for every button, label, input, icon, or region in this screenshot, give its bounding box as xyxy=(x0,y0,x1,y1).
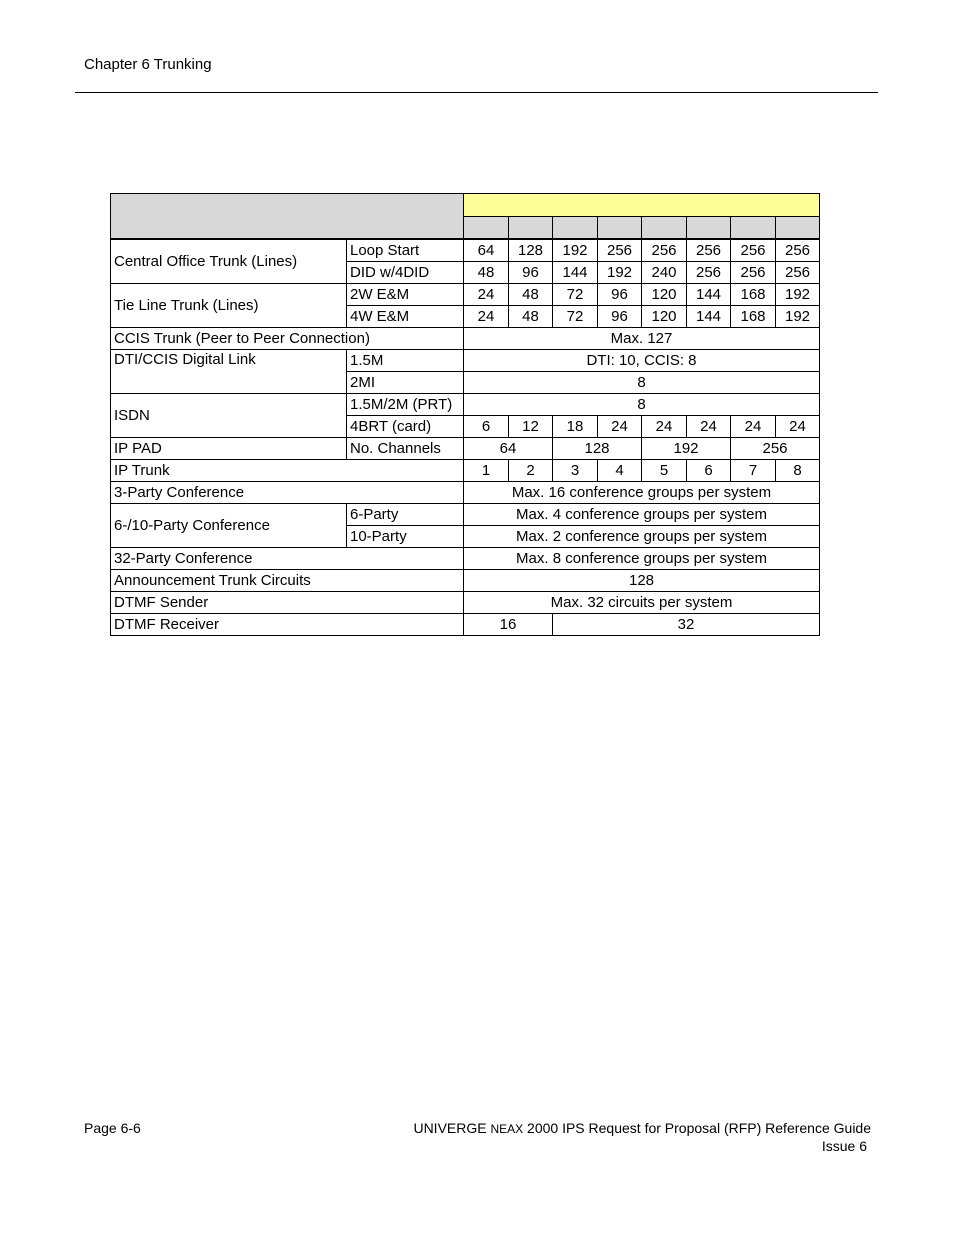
value-cell: 256 xyxy=(776,262,820,284)
row-sublabel: 2MI xyxy=(347,372,464,394)
value-cell: 24 xyxy=(464,284,509,306)
value-cell: 128 xyxy=(553,438,642,460)
title-part: 2000 IPS Request for Proposal (RFP) Reference Guide xyxy=(523,1120,871,1136)
value-cell: 48 xyxy=(464,262,509,284)
row-sublabel: 1.5M xyxy=(347,350,464,372)
value-cell: 120 xyxy=(642,284,687,306)
row-label: Central Office Trunk (Lines) xyxy=(111,239,347,284)
chapter-heading: Chapter 6 Trunking xyxy=(84,56,212,73)
value-cell: 24 xyxy=(687,416,731,438)
header-cell xyxy=(687,217,731,240)
header-cell xyxy=(776,217,820,240)
value-cell: 24 xyxy=(776,416,820,438)
header-cell xyxy=(553,217,598,240)
value-cell: 168 xyxy=(731,306,776,328)
row-label: 32-Party Conference xyxy=(111,548,464,570)
value-cell: 144 xyxy=(687,284,731,306)
issue-label: Issue 6 xyxy=(821,1138,867,1154)
value-cell: 168 xyxy=(731,284,776,306)
title-neax: NEAX xyxy=(490,1122,524,1136)
value-cell: 64 xyxy=(464,239,509,262)
row-label: IP Trunk xyxy=(111,460,464,482)
value-cell: 256 xyxy=(687,262,731,284)
header-divider xyxy=(75,92,878,93)
value-cell: 96 xyxy=(598,284,642,306)
value-cell: 96 xyxy=(509,262,553,284)
value-cell: 256 xyxy=(731,239,776,262)
value-cell: 256 xyxy=(776,239,820,262)
value-cell: 96 xyxy=(598,306,642,328)
row-sublabel: No. Channels xyxy=(347,438,464,460)
document-title xyxy=(413,1120,871,1155)
title-part: UNIVERGE xyxy=(413,1120,491,1136)
value-cell: 144 xyxy=(687,306,731,328)
value-cell: 192 xyxy=(553,239,598,262)
row-label: 6-/10-Party Conference xyxy=(111,504,347,548)
header-cell xyxy=(509,217,553,240)
row-sublabel: 10-Party xyxy=(347,526,464,548)
row-label: Announcement Trunk Circuits xyxy=(111,570,464,592)
value-cell: 64 xyxy=(464,438,553,460)
value-cell: 192 xyxy=(776,284,820,306)
row-label: CCIS Trunk (Peer to Peer Connection) xyxy=(111,328,464,350)
value-cell: 12 xyxy=(509,416,553,438)
row-sublabel: 4BRT (card) xyxy=(347,416,464,438)
value-cell: 192 xyxy=(776,306,820,328)
value-cell: 192 xyxy=(598,262,642,284)
value-cell: 128 xyxy=(464,570,820,592)
value-cell: 48 xyxy=(509,306,553,328)
table-header-yellow xyxy=(464,194,820,217)
row-label: DTMF Sender xyxy=(111,592,464,614)
value-cell: 1 xyxy=(464,460,509,482)
table-header-blank xyxy=(111,194,464,240)
value-cell: 8 xyxy=(464,372,820,394)
value-cell: 3 xyxy=(553,460,598,482)
value-cell: 32 xyxy=(553,614,820,636)
value-cell: 18 xyxy=(553,416,598,438)
value-cell: 7 xyxy=(731,460,776,482)
value-cell: 24 xyxy=(464,306,509,328)
value-cell: 8 xyxy=(776,460,820,482)
value-cell: 6 xyxy=(687,460,731,482)
value-cell: 128 xyxy=(509,239,553,262)
value-cell: Max. 127 xyxy=(464,328,820,350)
trunk-capacity-table xyxy=(110,193,820,636)
value-cell: 144 xyxy=(553,262,598,284)
value-cell: 8 xyxy=(464,394,820,416)
header-cell xyxy=(598,217,642,240)
value-cell: 120 xyxy=(642,306,687,328)
row-label: ISDN xyxy=(111,394,347,438)
value-cell: Max. 32 circuits per system xyxy=(464,592,820,614)
row-label: 3-Party Conference xyxy=(111,482,464,504)
value-cell: 256 xyxy=(731,262,776,284)
value-cell: 256 xyxy=(642,239,687,262)
header-cell xyxy=(642,217,687,240)
value-cell: 24 xyxy=(731,416,776,438)
value-cell: 2 xyxy=(509,460,553,482)
value-cell: 256 xyxy=(687,239,731,262)
value-cell: 72 xyxy=(553,306,598,328)
value-cell: 72 xyxy=(553,284,598,306)
value-cell: 48 xyxy=(509,284,553,306)
row-label: DTI/CCIS Digital Link xyxy=(111,350,347,394)
header-cell xyxy=(731,217,776,240)
value-cell: 192 xyxy=(642,438,731,460)
value-cell: Max. 16 conference groups per system xyxy=(464,482,820,504)
value-cell: 5 xyxy=(642,460,687,482)
row-sublabel: 4W E&M xyxy=(347,306,464,328)
value-cell: 16 xyxy=(464,614,553,636)
page-number: Page 6-6 xyxy=(84,1120,141,1136)
row-sublabel: 6-Party xyxy=(347,504,464,526)
row-sublabel: Loop Start xyxy=(347,239,464,262)
value-cell: 24 xyxy=(642,416,687,438)
value-cell: DTI: 10, CCIS: 8 xyxy=(464,350,820,372)
value-cell: 240 xyxy=(642,262,687,284)
row-label: Tie Line Trunk (Lines) xyxy=(111,284,347,328)
value-cell: 24 xyxy=(598,416,642,438)
value-cell: Max. 4 conference groups per system xyxy=(464,504,820,526)
row-sublabel: 1.5M/2M (PRT) xyxy=(347,394,464,416)
value-cell: 256 xyxy=(731,438,820,460)
value-cell: 256 xyxy=(598,239,642,262)
row-label: IP PAD xyxy=(111,438,347,460)
value-cell: Max. 8 conference groups per system xyxy=(464,548,820,570)
value-cell: Max. 2 conference groups per system xyxy=(464,526,820,548)
value-cell: 4 xyxy=(598,460,642,482)
value-cell: 6 xyxy=(464,416,509,438)
row-sublabel: 2W E&M xyxy=(347,284,464,306)
row-label: DTMF Receiver xyxy=(111,614,464,636)
row-sublabel: DID w/4DID xyxy=(347,262,464,284)
header-cell xyxy=(464,217,509,240)
